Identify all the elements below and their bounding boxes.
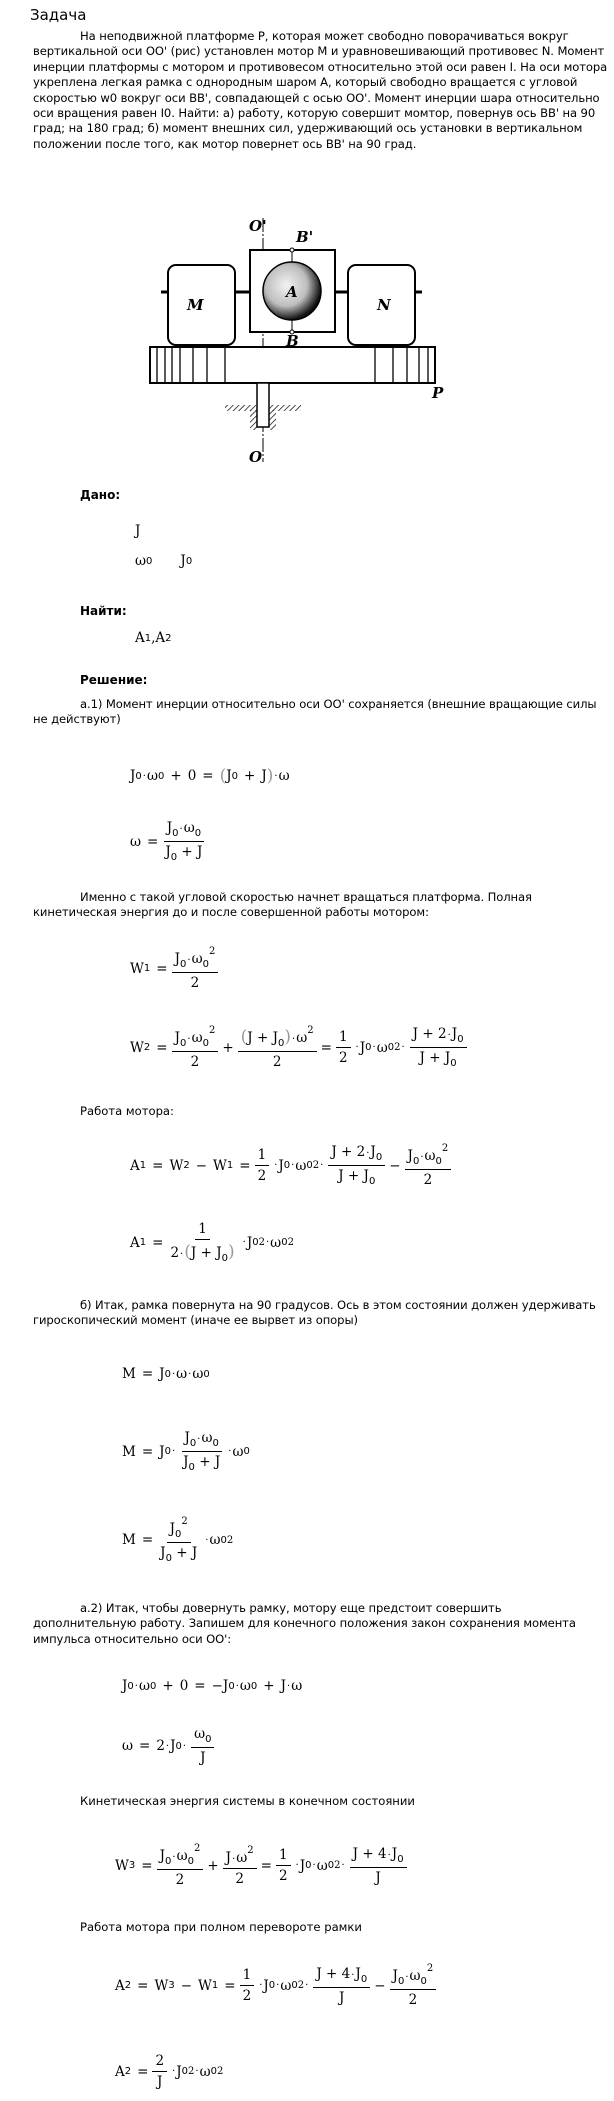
label-platform: P [432,384,444,402]
label-o-bottom: O [249,448,263,465]
label-ball: A [286,283,298,301]
find-heading: Найти: [80,604,127,618]
label-counterweight: N [377,296,391,314]
equation-M2: M = J 0 · $\frac{J_0\cdot\omega_0}{J_0 + J}$ · ω 0 [122,1430,250,1473]
equation-momentum-final: J 0 · ω 0 + 0 = − J 0 · ω 0 + J · ω [122,1678,303,1694]
solution-heading: Решение: [80,673,148,687]
equation-momentum: J 0 · ω 0 + 0 = ( J 0 + J ) · ω [130,766,290,786]
equation-A1-expanded: A 1 = W 2 − W 1 = $\frac{1}{2}$ · J 0 · ω 0 2 · $\frac{J + 2\cdot J_0}{J + J_0}$ − $\frac{J_0\cdot\omega_0^2}{2}$ [130,1143,455,1188]
work-label: Работа мотора: [80,1104,174,1118]
problem-statement: На неподвижной платформе P, которая может свободно поворачиваться вокруг вертикальной оси OO' (рис) установлен мотор M и уравновешивающий противовес N. Момент инерции платформы с мотором и противовесом относительно этой оси равен I. На оси мотора укреплена легкая рамка с однородным шаром A, который свободно вращается с угловой скоростью w0 вокруг оси BB', совпадающей с осью OO'. Момент инерции шара относительно оси вращения равен I0. Найти: а) работу, которую совершит момтор, повернув ось BB' на 90 град; на 180 град; б) момент внешних сил, удерживающий ось установки в вертикальном положении после того, как мотор повернет ось BB' на 90 град. [33,29,608,151]
equation-omega-final: ω = 2 · J 0 · $\frac{\omega_0}{J}$ [122,1726,218,1766]
support-shaft [257,383,269,427]
full-turn-label: Работа мотора при полном перевороте рамки [80,1920,362,1934]
label-b-bottom: B [286,332,299,350]
energy-text: Именно с такой угловой скоростью начнет вращаться платформа. Полная кинетическая энергия до и после совершенной работы мотором: [33,890,532,920]
a2-text: а.2) Итак, чтобы довернуть рамку, мотору еще предстоит совершить дополнительную работу. Запишем для конечного положения закон сохранения момента импульса относительно оси OO': [33,1601,576,1646]
page-title: Задача [30,6,87,24]
b-text: б) Итак, рамка повернута на 90 градусов. Ось в этом состоянии должен удерживать гироскопический момент (иначе ее вырвет из опоры) [33,1298,596,1328]
apparatus-figure [145,210,445,465]
label-motor: M [187,296,204,314]
a1-text: а.1) Момент инерции относительно оси OO' сохраняется (внешние вращающие силы не действуют) [33,697,597,727]
equation-M3: M = $\frac{J_0^2}{J_0 + J}$ · ω 0 2 [122,1516,234,1564]
given-J: J [135,523,141,539]
label-b-top: B' [296,228,314,246]
given-heading: Дано: [80,488,121,502]
find-A1-A2: A 1 ,A 2 [135,630,172,646]
final-energy-label: Кинетическая энергия системы в конечном состоянии [80,1794,415,1808]
equation-W1: W 1 = $\frac{J_0\cdot\omega_0^2}{2}$ [130,946,222,991]
equation-W2: W 2 = $\frac{J_0\cdot\omega_0^2}{2}$ + $\frac{(J + J_0)\cdot\omega^2}{2}$ = $\frac{1}{2}$ · J 0 · ω 0 2 · $\frac{J + 2\cdot J_0}{J + J_0}$ [130,1025,471,1070]
equation-A2-expanded: A 2 = W 3 − W 1 = $\frac{1}{2}$ · J 0 · ω 0 2 · $\frac{J + 4\cdot J_0}{J}$ − $\frac{J_0\cdot\omega_0^2}{2}$ [115,1963,440,2008]
given-w0-J0: ω 0 J 0 [135,553,193,569]
equation-W3: W 3 = $\frac{J_0\cdot\omega_0^2}{2}$ + $\frac{J\cdot\omega^2}{2}$ = $\frac{1}{2}$ · J 0 · ω 0 2 · $\frac{J + 4\cdot J_0}{J}$ [115,1843,411,1888]
equation-omega: ω = $\frac{J_0\cdot\omega_0}{J_0 + J}$ [130,820,203,863]
equation-A1-result: A 1 = $\frac{1}{2\cdot(J + J_0)}$ · J 0 2 · ω 0 2 [130,1221,294,1264]
equation-A2-result: A 2 = $\frac{2}{J}$ · J 0 2 · ω 0 2 [115,2053,224,2090]
label-o-top: O' [249,217,267,235]
equation-M1: M = J 0 · ω · ω 0 [122,1366,210,1382]
